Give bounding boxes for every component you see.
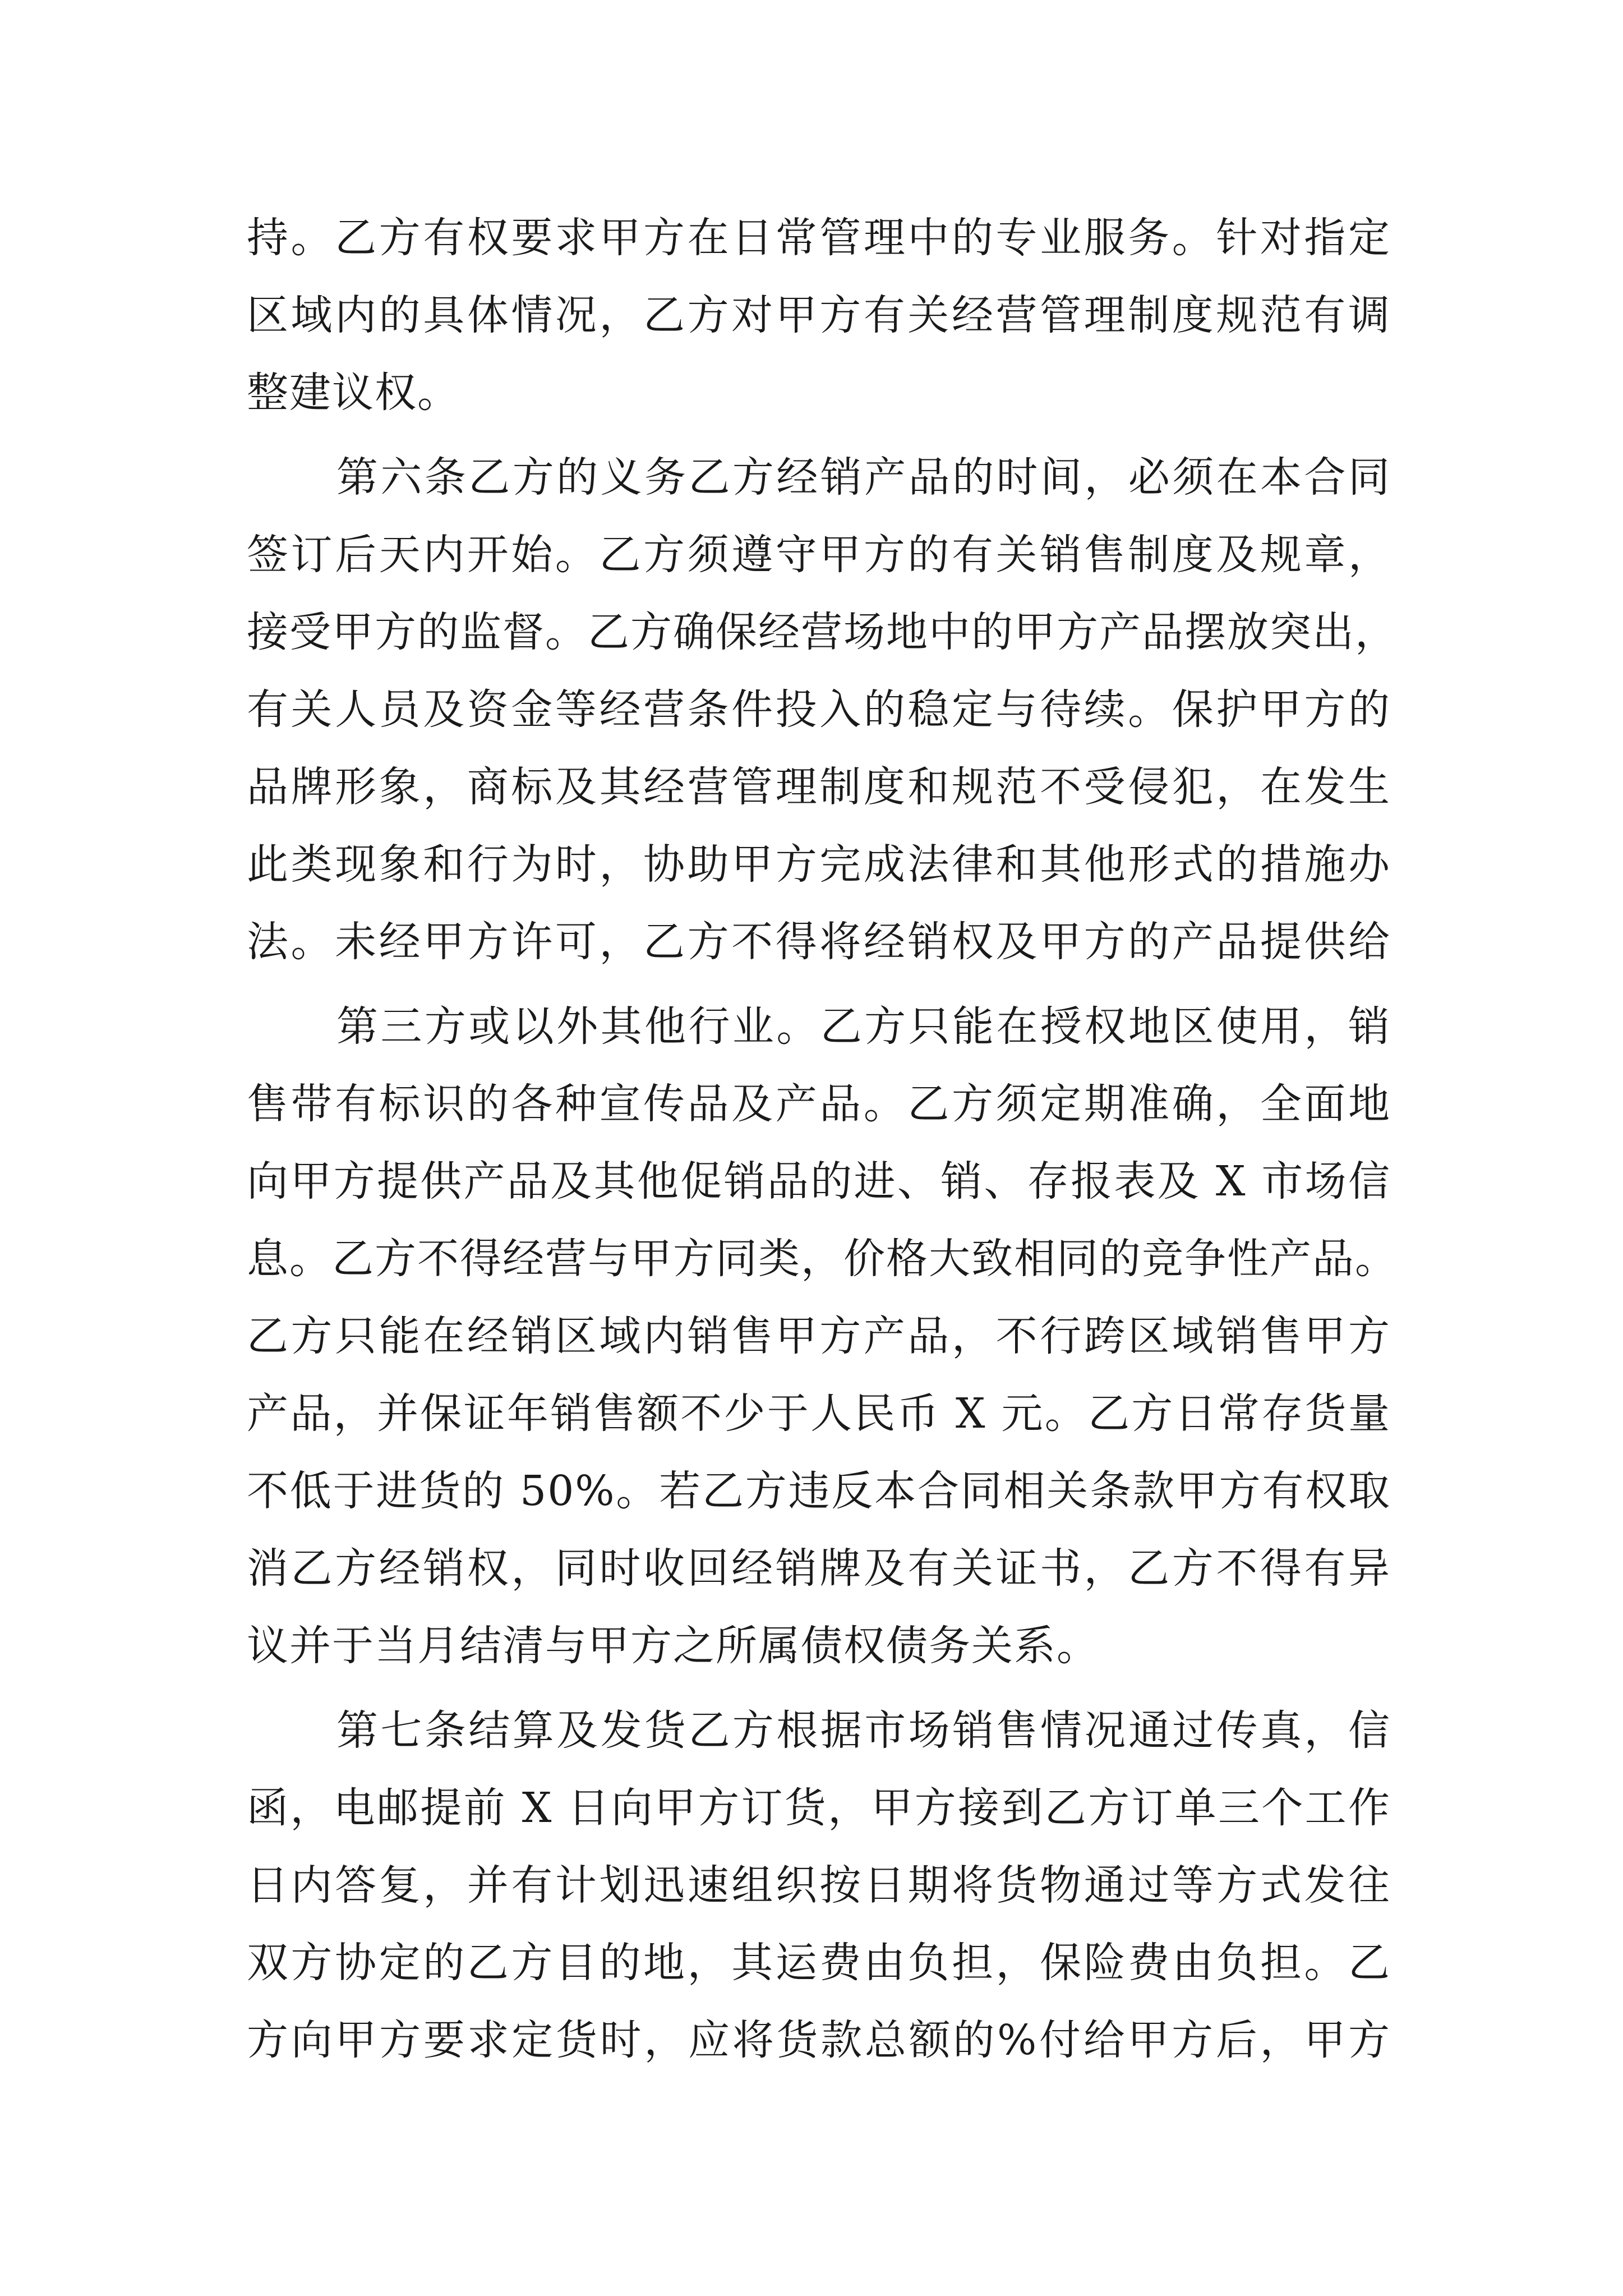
text-line: 双方协定的乙方目的地，其运费由负担，保险费由负担。乙 [247, 1939, 1391, 1987]
text-line: 消乙方经销权，同时收回经销牌及有关证书，乙方不得有异 [247, 1544, 1391, 1593]
text-line: 区域内的具体情况，乙方对甲方有关经营管理制度规范有调 [247, 291, 1391, 339]
text-line: 方向甲方要求定货时，应将货款总额的%付给甲方后，甲方 [247, 2016, 1391, 2064]
text-line: 向甲方提供产品及其他促销品的进、销、存报表及 X 市场信 [247, 1157, 1391, 1205]
paragraph-start-line: 第七条结算及发货乙方根据市场销售情况通过传真，信 [336, 1706, 1391, 1755]
text-line: 有关人员及资金等经营条件投入的稳定与待续。保护甲方的 [247, 685, 1391, 734]
text-line: 售带有标识的各种宣传品及产品。乙方须定期准确，全面地 [247, 1080, 1391, 1128]
text-line: 息。乙方不得经营与甲方同类，价格大致相同的竞争性产品。 [247, 1235, 1398, 1283]
text-line: 乙方只能在经销区域内销售甲方产品，不行跨区域销售甲方 [247, 1312, 1391, 1360]
text-line: 此类现象和行为时，协助甲方完成法律和其他形式的措施办 [247, 840, 1391, 889]
text-line: 法。未经甲方许可，乙方不得将经销权及甲方的产品提供给 [247, 918, 1391, 966]
text-line: 整建议权。 [247, 369, 460, 417]
text-line: 接受甲方的监督。乙方确保经营场地中的甲方产品摆放突出， [247, 608, 1398, 656]
text-line: 持。乙方有权要求甲方在日常管理中的专业服务。针对指定 [247, 214, 1391, 262]
text-line: 签订后天内开始。乙方须遵守甲方的有关销售制度及规章， [247, 531, 1391, 579]
text-line: 不低于进货的 50%。若乙方违反本合同相关条款甲方有权取 [247, 1467, 1391, 1515]
text-line: 议并于当月结清与甲方之所属债权债务关系。 [247, 1622, 1099, 1670]
text-line: 函，电邮提前 X 日向甲方订货，甲方接到乙方订单三个工作 [247, 1784, 1391, 1832]
text-line: 日内答复，并有计划迅速组织按日期将货物通过等方式发往 [247, 1861, 1391, 1910]
paragraph-start-line: 第三方或以外其他行业。乙方只能在授权地区使用，销 [336, 1002, 1391, 1051]
text-line: 品牌形象，商标及其经营管理制度和规范不受侵犯，在发生 [247, 763, 1391, 811]
paragraph-start-line: 第六条乙方的义务乙方经销产品的时间，必须在本合同 [336, 453, 1391, 501]
text-line: 产品，并保证年销售额不少于人民币 X 元。乙方日常存货量 [247, 1389, 1391, 1438]
